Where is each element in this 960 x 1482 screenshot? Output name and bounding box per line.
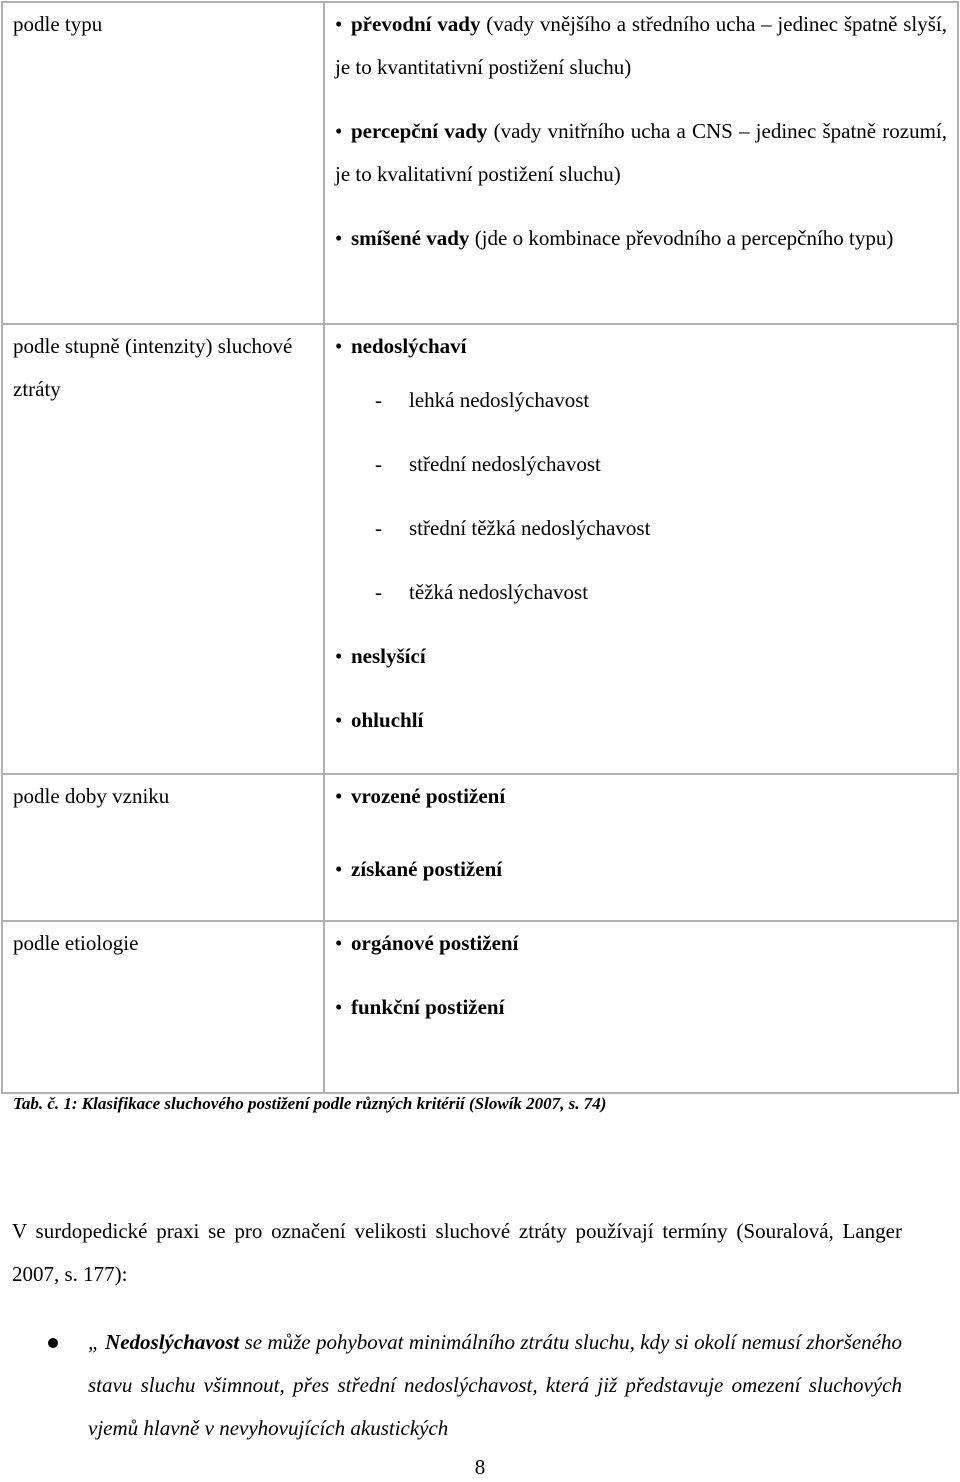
list-item	[335, 986, 947, 1029]
category-label: podle typu	[13, 12, 103, 36]
item-description: (vady vnějšího a středního ucha – jedinec špatně slyší, je to kvantitativní postižení sluchu)	[335, 12, 947, 79]
sub-item-label: lehká nedoslýchavost	[409, 388, 590, 412]
bullet-icon: •	[335, 931, 343, 955]
sub-item-label: střední nedoslýchavost	[409, 452, 601, 476]
item-term: orgánové postižení	[351, 931, 519, 955]
table-row	[2, 2, 958, 324]
bullet-icon: •	[335, 12, 343, 36]
items-cell	[324, 774, 958, 921]
item-term: smíšené vady	[351, 226, 470, 250]
table-caption: Tab. č. 1: Klasifikace sluchového postižení podle různých kritérií (Slowík 2007, s. 74)	[13, 1094, 607, 1113]
dash-icon: -	[375, 580, 382, 604]
item-term: převodní vady	[351, 12, 481, 36]
list-item	[335, 922, 947, 965]
sub-item	[335, 560, 947, 624]
quote-list-item	[48, 1321, 902, 1450]
category-cell	[2, 921, 324, 1093]
bullet-icon: •	[335, 334, 343, 358]
item-description: (vady vnitřního ucha a CNS – jedinec špatně rozumí, je to kvalitativní postižení sluchu)	[335, 119, 947, 186]
category-label: podle etiologie	[13, 931, 139, 955]
sub-item-label: těžká nedoslýchavost	[409, 580, 589, 604]
list-item	[335, 325, 947, 368]
sub-item	[335, 432, 947, 496]
list-item	[335, 775, 947, 818]
item-term: získané postižení	[351, 857, 503, 881]
list-item	[335, 624, 947, 688]
quote-text	[88, 1321, 902, 1450]
sub-item	[335, 368, 947, 432]
bullet-icon: •	[335, 995, 343, 1019]
item-description: (jde o kombinace převodního a percepčního typu)	[469, 226, 894, 250]
items-cell	[324, 324, 958, 774]
body-paragraph: V surdopedické praxi se pro označení velikosti sluchové ztráty používají termíny (Souralová, Langer 2007, s. 177):	[12, 1219, 902, 1286]
quote-open-mark: „	[88, 1330, 106, 1354]
dash-icon: -	[375, 516, 382, 540]
list-item	[335, 3, 947, 89]
table-row	[2, 774, 958, 921]
bullet-icon: •	[335, 784, 343, 808]
bullet-icon: •	[335, 119, 343, 143]
item-term: neslyšící	[351, 644, 426, 668]
list-item	[335, 217, 947, 260]
dash-icon: -	[375, 452, 382, 476]
item-term: nedoslýchaví	[351, 334, 467, 358]
category-cell	[2, 324, 324, 774]
items-cell	[324, 921, 958, 1093]
category-cell	[2, 2, 324, 324]
category-label: podle doby vzniku	[13, 784, 170, 808]
list-item	[335, 848, 947, 891]
quote-body: se může pohybovat minimálního ztrátu sluchu, kdy si okolí nemusí zhoršeného stavu sluchu všimnout, přes střední nedoslýchavost, která již představuje omezení sluchových vjemů hlavně v nevyhovujících akustických	[88, 1330, 902, 1440]
page-number: 8	[474, 1455, 486, 1479]
bullet-icon: •	[335, 644, 343, 668]
category-label: podle stupně (intenzity) sluchové ztráty	[13, 334, 293, 401]
dash-icon: -	[375, 388, 382, 412]
sub-item	[335, 496, 947, 560]
list-item	[335, 688, 947, 752]
bullet-icon: •	[335, 226, 343, 250]
item-term: ohluchlí	[351, 708, 424, 732]
category-cell	[2, 774, 324, 921]
bullet-dot-icon	[48, 1338, 58, 1348]
bullet-icon: •	[335, 857, 343, 881]
item-term: percepční vady	[351, 119, 488, 143]
sub-item-label: střední těžká nedoslýchavost	[409, 516, 651, 540]
classification-table	[1, 1, 959, 1094]
item-term: vrozené postižení	[351, 784, 506, 808]
table-row	[2, 921, 958, 1093]
items-cell	[324, 2, 958, 324]
table-row	[2, 324, 958, 774]
bullet-icon: •	[335, 708, 343, 732]
item-term: funkční postižení	[351, 995, 505, 1019]
list-item	[335, 110, 947, 196]
quote-term: Nedoslýchavost	[105, 1330, 240, 1354]
